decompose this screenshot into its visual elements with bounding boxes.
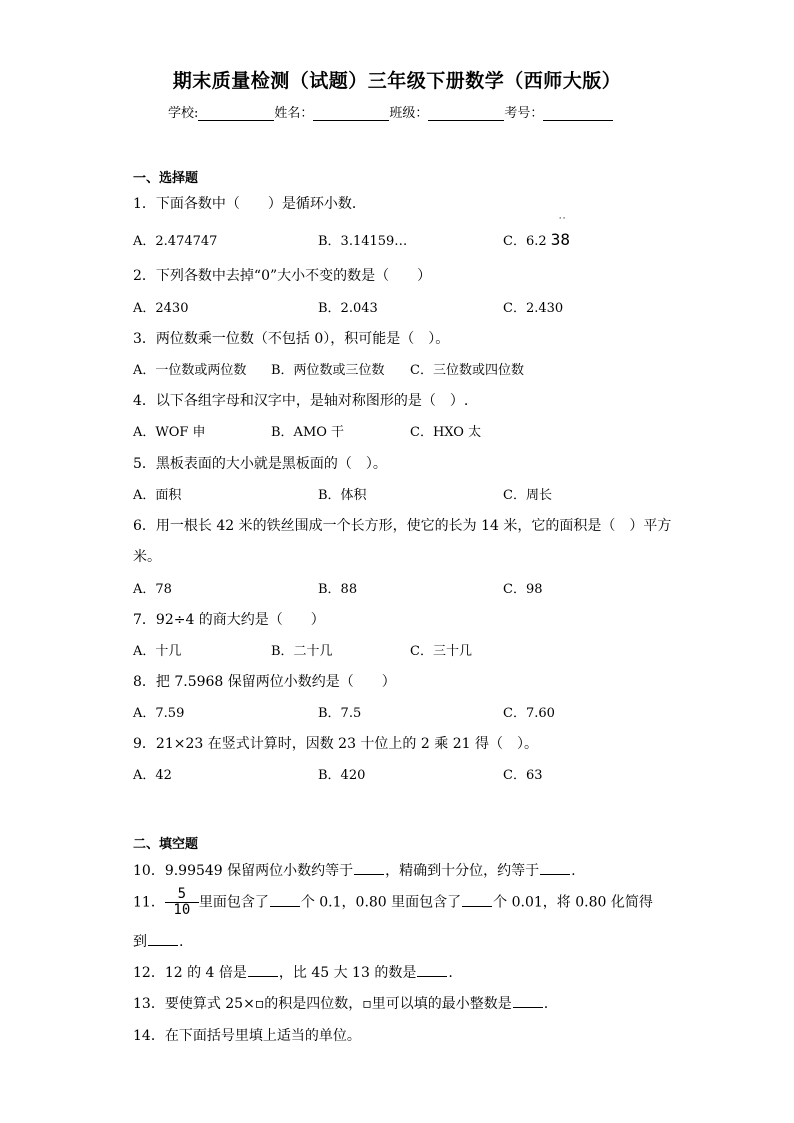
question-8: 8．把 7.5968 保留两位小数约是（ ） [133, 674, 396, 690]
number-field[interactable] [543, 106, 613, 121]
q5-option-c[interactable]: C．周长 [503, 488, 552, 503]
q4-option-b[interactable]: B．AMO 干 [271, 425, 345, 440]
q3-option-c[interactable]: C．三位数或四位数 [410, 363, 524, 378]
q8-option-b[interactable]: B．7.5 [318, 706, 362, 721]
number-label: 考号： [504, 106, 544, 121]
fraction-5-10: $\frac{5}{10}$ [165, 888, 199, 917]
repeat-dots: ·· [558, 214, 567, 224]
q10-blank-1[interactable] [354, 862, 384, 875]
question-14: 14．在下面括号里填上适当的单位。 [133, 1028, 361, 1044]
q3-option-a[interactable]: A．一位数或两位数 [133, 363, 247, 378]
q11-blank-2[interactable] [462, 894, 492, 907]
question-5: 5．黑板表面的大小就是黑板面的（ ）。 [133, 456, 387, 472]
name-field[interactable] [313, 106, 389, 121]
school-field[interactable] [198, 106, 274, 121]
question-10: 10．9.99549 保留两位小数约等于 ，精确到十分位，约等于 . [133, 863, 576, 879]
question-6-line-1: 6．用一根长 42 米的铁丝围成一个长方形，使它的长为 14 米，它的面积是（ ）平方 [133, 518, 672, 534]
name-label: 姓名： [274, 106, 314, 121]
page-title: 期末质量检测（试题）三年级下册数学（西师大版） [172, 70, 622, 92]
q9-option-a[interactable]: A．42 [133, 768, 172, 783]
question-13: 13．要使算式 25×▫的积是四位数，▫里可以填的最小整数是 . [133, 996, 549, 1012]
class-field[interactable] [428, 106, 504, 121]
q8-option-c[interactable]: C．7.60 [503, 706, 555, 721]
question-12: 12．12 的 4 倍是 ，比 45 大 13 的数是 . [133, 965, 453, 981]
q1-option-c-label: C．6.2 [503, 234, 547, 249]
q11-blank-1[interactable] [270, 894, 300, 907]
q12-blank-2[interactable] [417, 964, 447, 977]
question-11-line-2: 到 . [133, 934, 184, 950]
q1-option-c[interactable] [503, 214, 571, 249]
q8-option-a[interactable]: A．7.59 [133, 706, 185, 721]
q4-option-a[interactable]: A．WOF 申 [133, 425, 206, 440]
q2-option-b[interactable]: B．2.043 [318, 301, 378, 316]
question-6-line-2: 米。 [133, 549, 161, 565]
repeating-digits: ·· 38 [550, 214, 571, 249]
q7-option-c[interactable]: C．三十几 [410, 644, 472, 659]
q5-option-a[interactable]: A．面积 [133, 488, 182, 503]
q2-option-c[interactable]: C．2.430 [503, 301, 564, 316]
q9-option-c[interactable]: C．63 [503, 768, 543, 783]
q1-option-b[interactable]: B．3.14159… [318, 234, 408, 249]
question-11-line-1: 11． $\frac{5}{10}$ 里面包含了 个 0.1，0.80 里面包含了 个 0.01，将 0.80 化简得 [133, 886, 653, 918]
q6-option-c[interactable]: C．98 [503, 582, 543, 597]
question-1: 1．下面各数中（ ）是循环小数． [133, 196, 366, 212]
question-2: 2．下列各数中去掉“0”大小不变的数是（ ） [133, 268, 432, 284]
q5-option-b[interactable]: B．体积 [318, 488, 367, 503]
q7-option-a[interactable]: A．十几 [133, 644, 182, 659]
q4-option-c[interactable]: C．HXO 太 [410, 425, 482, 440]
q10-blank-2[interactable] [540, 862, 570, 875]
question-9: 9．21×23 在竖式计算时，因数 23 十位上的 2 乘 21 得（ ）。 [133, 736, 538, 752]
q9-option-b[interactable]: B．420 [318, 768, 366, 783]
q13-blank-1[interactable] [513, 995, 543, 1008]
q7-option-b[interactable]: B．二十几 [271, 644, 333, 659]
class-label: 班级： [389, 106, 429, 121]
q1-option-a[interactable]: A．2.474747 [133, 234, 218, 249]
q2-option-a[interactable]: A．2430 [133, 301, 189, 316]
section-heading-fill: 二、填空题 [133, 837, 199, 852]
school-label: 学校: [168, 106, 199, 121]
student-info-line [168, 102, 613, 121]
question-4: 4．以下各组字母和汉字中，是轴对称图形的是（ ）. [133, 393, 469, 409]
q12-blank-1[interactable] [248, 964, 278, 977]
q6-option-b[interactable]: B．88 [318, 582, 358, 597]
q11-blank-3[interactable] [148, 933, 178, 946]
section-heading-choice: 一、选择题 [133, 171, 199, 186]
q3-option-b[interactable]: B．两位数或三位数 [271, 363, 385, 378]
question-7: 7．92÷4 的商大约是（ ） [133, 612, 325, 628]
q6-option-a[interactable]: A．78 [133, 582, 172, 597]
question-3: 3．两位数乘一位数（不包括 0），积可能是（ ）。 [133, 331, 450, 347]
